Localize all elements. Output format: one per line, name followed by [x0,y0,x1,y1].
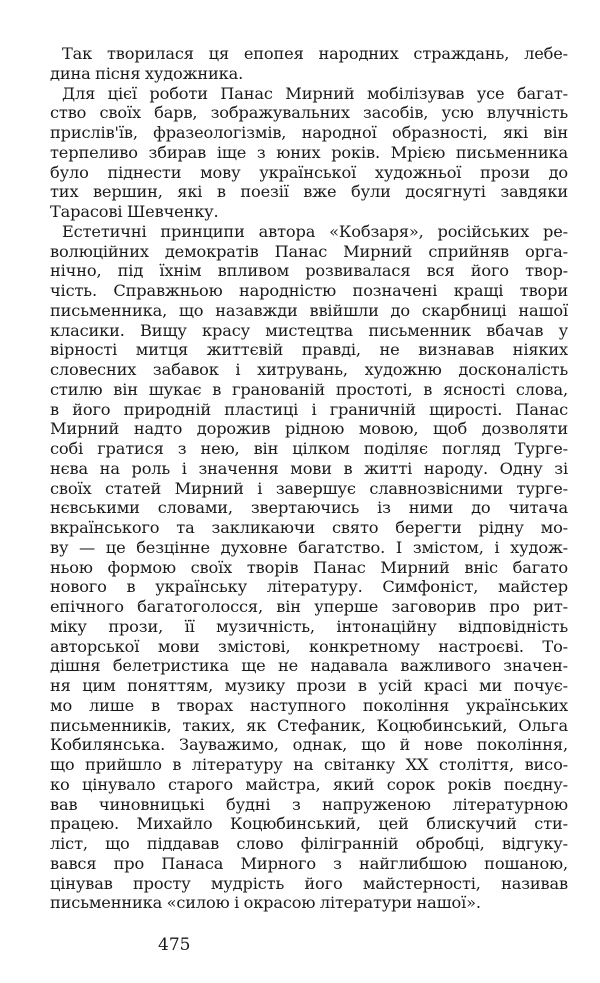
text-line: ко цінувало старого майстра, який сорок років поєдну- [50,774,568,794]
text-line: нового в українську літературу. Симфоніст, майстер [50,577,568,597]
page-number: 475 [158,935,191,955]
text-line: нічно, під їхнім впливом розвивалася вся його твор- [50,261,568,281]
text-line: авторської мови змістові, конкретному настроєві. То- [50,636,568,656]
text-line: Кобилянська. Зауважимо, однак, що й нове покоління, [50,735,568,755]
text-line: дішня белетристика ще не надавала важливого значен- [50,656,568,676]
text-line: нєвськими словами, звертаючись із ними до читача [50,498,568,518]
text-line: дина пісня художника. [50,63,244,83]
text-line: ву — це безцінне духовне багатство. І змістом, і худож- [50,537,568,557]
text-line: класики. Вищу красу мистецтва письменник вбачав у [50,320,568,340]
text-line: ньою формою своїх творів Панас Мирний вніс багато [50,557,568,577]
text-line: письменника «силою і окрасою літератури нашої». [50,893,481,913]
text-line: нєва на роль і значення мови в житті народу. Одну зі [50,458,568,478]
text-line: епічного багатоголосся, він уперше заговорив про рит- [50,597,568,616]
page-body-text [50,44,568,913]
text-line: Естетичні принципи автора «Кобзаря», російських ре- [62,221,568,241]
text-line: вірності митця життєвій правді, не визнавав ніяких [50,340,568,360]
text-line: прислів'їв, фразеологізмів, народної образності, які він [50,123,568,142]
text-line: Для цієї роботи Панас Мирний мобілізував усе багат- [62,83,568,103]
text-line: Тарасові Шевченку. [50,202,219,221]
text-line: мо лише в творах наступного покоління українських [50,695,568,715]
text-line: письменників, таких, як Стефаник, Коцюбинський, Ольга [50,715,568,735]
text-line: тих вершин, які в поезії вже були досягнуті завдяки [50,182,568,202]
text-line: ліст, що піддавав слово філігранній обробці, відгуку- [50,834,568,853]
text-line: собі гратися з нею, він цілком поділяє погляд Турге- [50,439,568,458]
text-line: ня цим поняттям, музику прози в усій красі ми почує- [50,676,568,695]
text-line: письменника, що назавжди ввійшли до скарбниці нашої [50,300,568,320]
text-line: було піднести мову української художньої прози до [50,162,568,182]
text-line: вався про Панаса Мирного з найглибшою пошаною, [50,853,568,873]
text-line: ство своїх барв, зображувальних засобів, усю влучність [50,103,568,123]
text-line: в його природній пластиці і граничній щирості. Панас [50,399,568,419]
text-line: своїх статей Мирний і завершує славнозвісними турге- [50,478,568,498]
text-line: терпеливо збирав іще з юних років. Мрією письменника [50,142,568,162]
text-line: волюційних демократів Панас Мирний сприйняв орга- [50,241,568,261]
text-line: чість. Справжньою народністю позначені кращі твори [50,281,568,300]
text-line: Мирний надто дорожив рідною мовою, щоб дозволяти [50,419,568,439]
text-line: вав чиновницькі будні з напруженою літературною [50,794,568,814]
text-line: словесних забавок і хитрувань, художню досконалість [50,360,568,379]
text-line: міку прози, її музичність, інтонаційну відповідність [50,616,568,636]
text-line: працею. Михайло Коцюбинський, цей блискучий сти- [50,814,568,834]
text-line: цінував просту мудрість його майстерності, називав [50,873,568,893]
text-line: Так творилася ця епопея народних страждань, лебе- [62,44,568,63]
text-line: стилю він шукає в гранованій простоті, в ясності слова, [50,379,568,399]
text-line: вкраїнського та закликаючи свято берегти рідну мо- [50,518,568,537]
text-line: що прийшло в літературу на світанку XX століття, висо- [50,755,568,774]
